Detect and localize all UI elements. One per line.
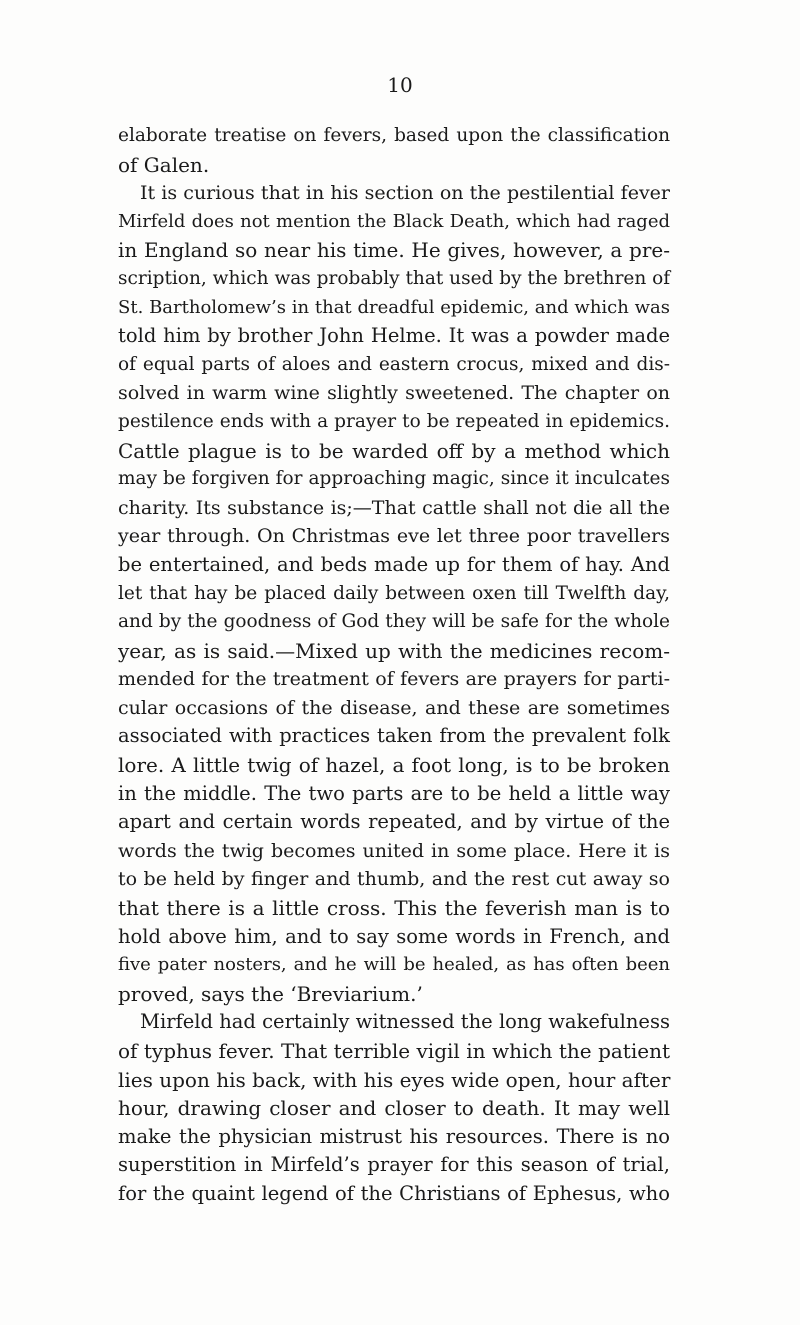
- text-line: of equal parts of aloes and eastern crocus, mixed and dis-: [118, 353, 670, 375]
- text-line: hour, drawing closer and closer to death. It may well: [118, 1096, 670, 1121]
- text-line: cular occasions of the disease, and these are sometimes: [118, 696, 670, 719]
- text-line: It is curious that in his section on the pestilential fever: [140, 182, 670, 205]
- text-line: for the quaint legend of the Christians of Ephesus, who: [118, 1181, 670, 1205]
- text-line: in the middle. The two parts are to be held a little way: [118, 781, 670, 805]
- text-line: make the physician mistrust his resources. There is no: [118, 1124, 670, 1148]
- text-line: lies upon his back, with his eyes wide open, hour after: [118, 1067, 671, 1092]
- text-line: Mirfeld does not mention the Black Death, which had raged: [118, 210, 670, 232]
- text-line: lore. A little twig of hazel, a foot long, is to be broken: [118, 753, 670, 778]
- text-line: charity. Its substance is;—That cattle shall not die all the: [118, 496, 670, 519]
- text-line: mended for the treatment of fevers are prayers for parti-: [118, 668, 670, 691]
- text-line: of Galen.: [118, 152, 210, 177]
- text-line: five pater nosters, and he will be healed, as has often been: [118, 954, 670, 976]
- text-line: superstition in Mirfeld’s prayer for this season of trial,: [118, 1153, 670, 1177]
- text-line: apart and certain words repeated, and by virtue of the: [118, 810, 670, 834]
- text-line: scription, which was probably that used by the brethren of: [118, 267, 671, 289]
- text-line: elaborate treatise on fevers, based upon the classification: [118, 125, 670, 146]
- text-line: year, as is said.—Mixed up with the medicines recom-: [118, 638, 670, 663]
- text-line: in England so near his time. He gives, however, a pre-: [118, 238, 670, 263]
- text-line: associated with practices taken from the prevalent folk: [118, 724, 670, 748]
- text-line: may be forgiven for approaching magic, since it inculcates: [118, 468, 670, 490]
- text-line: words the twig becomes united in some place. Here it is: [118, 839, 670, 862]
- text-line: told him by brother John Helme. It was a powder made: [118, 324, 670, 348]
- text-line: St. Bartholomew’s in that dreadful epidemic, and which was: [118, 296, 670, 318]
- text-line: that there is a little cross. This the feverish man is to: [118, 896, 670, 921]
- text-line: and by the goodness of God they will be safe for the whole: [118, 611, 670, 633]
- text-line: hold above him, and to say some words in French, and: [118, 924, 670, 948]
- text-line: to be held by finger and thumb, and the rest cut away so: [118, 868, 670, 891]
- text-line: proved, says the ‘Breviarium.’: [118, 981, 423, 1006]
- page-number: 10: [387, 73, 413, 97]
- text-line: let that hay be placed daily between oxen till Twelfth day,: [118, 582, 670, 604]
- text-line: of typhus fever. That terrible vigil in which the patient: [118, 1039, 670, 1063]
- text-line: year through. On Christmas eve let three poor travellers: [118, 525, 670, 548]
- text-line: pestilence ends with a prayer to be repeated in epidemics.: [118, 410, 670, 432]
- text-line: Cattle plague is to be warded off by a method which: [118, 438, 670, 463]
- text-line: be entertained, and beds made up for them of hay. And: [118, 552, 670, 576]
- text-line: Mirfeld had certainly witnessed the long wakefulness: [140, 1010, 670, 1034]
- text-line: solved in warm wine slightly sweetened. The chapter on: [118, 382, 670, 405]
- body-text: [118, 122, 670, 1209]
